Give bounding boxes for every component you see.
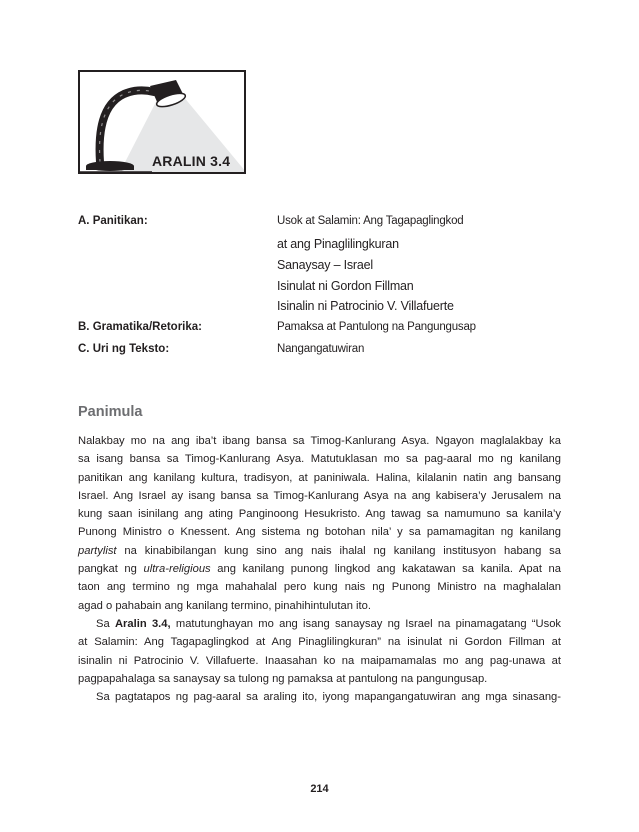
text-line: isinalin ni Patrocinio V. Villafuerte. Inaasahan ko na maipamamalas mo ang pag-unawa at bbox=[78, 654, 561, 667]
text-segment: Sa bbox=[96, 618, 110, 630]
paragraph-1 bbox=[78, 432, 561, 615]
text-line: panitikan ang kanilang kultura, tradisyon, at paniniwala. Halina, kilalanin natin ang bansang bbox=[78, 471, 561, 484]
panitikan-line-4: Isinulat ni Gordon Fillman bbox=[277, 279, 414, 293]
uri-value: Nangangatuwiran bbox=[277, 343, 365, 355]
text-line: kung saan isinilang ang ating Panginoong Hesukristo. Ang tawag sa namumuno sa kanila’y bbox=[78, 508, 561, 521]
text-line: sa isang bansa sa Timog-Kanlurang Asya. Matutuklasan mo sa pag-aaral mo ng kanilang bbox=[78, 453, 561, 466]
panitikan-line-1: Usok at Salamin: Ang Tagapaglingkod bbox=[277, 215, 464, 227]
lesson-reference: Aralin 3.4, bbox=[114, 618, 171, 630]
lesson-header-box bbox=[78, 70, 246, 174]
text-line bbox=[78, 542, 561, 560]
panitikan-line-5: Isinalin ni Patrocinio V. Villafuerte bbox=[277, 299, 454, 313]
text-line: at Salamin: Ang Tagapaglingkod at Ang Pinaglilingkuran” na isinulat ni Gordon Fillman at bbox=[78, 636, 561, 649]
section-title: Panimula bbox=[78, 404, 143, 420]
gramatika-label: B. Gramatika/Retorika: bbox=[78, 321, 202, 333]
text-segment: matutunghayan mo ang isang sanaysay ng Israel na pinamagatang “Usok bbox=[175, 618, 562, 630]
text-line: Sa pagtatapos ng pag-aaral sa araling ito, iyong mapangangatuwiran ang mga sinasang- bbox=[96, 691, 561, 703]
panitikan-line-3: Sanaysay – Israel bbox=[277, 258, 373, 272]
paragraph-2 bbox=[78, 615, 561, 688]
panitikan-label: A. Panitikan: bbox=[78, 215, 148, 227]
text-line: agad o pahabain ang kanilang termino, pinahihintulutan ito. bbox=[78, 599, 371, 612]
uri-label: C. Uri ng Teksto: bbox=[78, 343, 170, 355]
panitikan-line-2: at ang Pinaglilingkuran bbox=[277, 237, 399, 251]
text-line: Punong Ministro o Knessent. Ang sistema ng botohan nila’ y sa pamamagitan ng kanilang bbox=[78, 526, 561, 539]
text-line bbox=[78, 615, 561, 633]
text-line: Israel. Ang Israel ay isang bansa sa Timog-Kanlurang Asya na ang kabisera’y Jerusalem na bbox=[78, 489, 561, 502]
gramatika-value: Pamaksa at Pantulong na Pangungusap bbox=[277, 321, 476, 333]
text-line: taon ang termino ng mga mahahalal pero kung nais ng Punong Ministro na maghalalan bbox=[78, 581, 561, 594]
text-line bbox=[78, 560, 561, 578]
text-segment: ang kanilang punong lingkod ang kakatawan sa kanila. Apat na bbox=[217, 563, 561, 576]
page-number: 214 bbox=[310, 783, 329, 795]
text-segment: na kinabibilangan kung sino ang nais ihalal ng kanilang institusyon habang sa bbox=[124, 544, 561, 557]
text-segment: pangkat ng bbox=[78, 563, 137, 576]
partylist-term: partylist bbox=[78, 544, 117, 557]
lesson-label: ARALIN 3.4 bbox=[152, 153, 231, 169]
paragraph-3 bbox=[78, 688, 561, 706]
ultra-religious-term: ultra-religious bbox=[143, 563, 211, 576]
text-line: pagpapahalaga sa sanaysay sa tulong ng pamaksa at pantulong na pangungusap. bbox=[78, 672, 488, 685]
text-line: Nalakbay mo na ang iba’t ibang bansa sa Timog-Kanlurang Asya. Ngayon maglalakbay ka bbox=[78, 435, 561, 447]
